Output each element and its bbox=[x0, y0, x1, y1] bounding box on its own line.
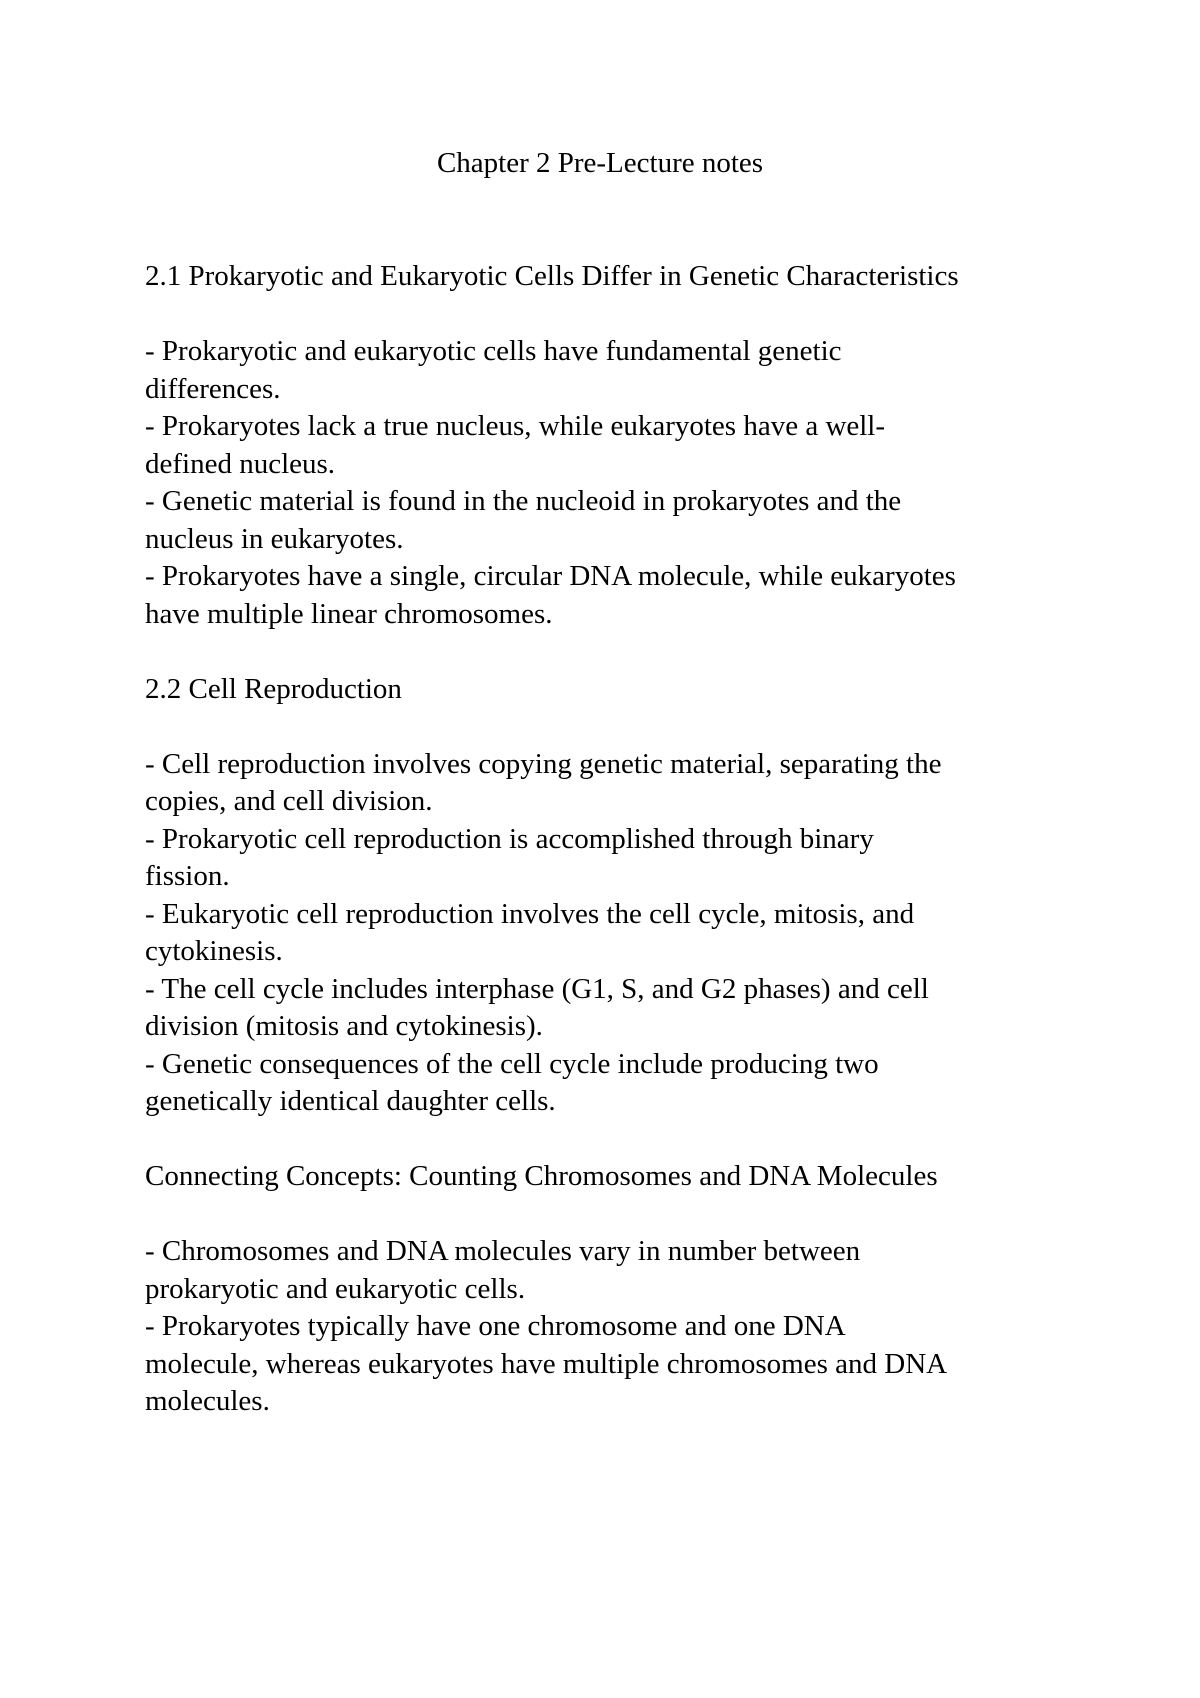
paragraph-line: differences. bbox=[145, 372, 281, 405]
paragraph-line: copies, and cell division. bbox=[145, 785, 433, 817]
section-heading: 2.2 Cell Reproduction bbox=[145, 672, 402, 705]
paragraph-line: - Genetic material is found in the nucleoid in prokaryotes and the bbox=[145, 485, 902, 517]
spacer bbox=[145, 1196, 1105, 1234]
paragraph-line: defined nucleus. bbox=[145, 447, 336, 480]
section-heading: 2.1 Prokaryotic and Eukaryotic Cells Differ in Genetic Characteristics bbox=[145, 260, 959, 292]
paragraph-line: - Chromosomes and DNA molecules vary in number between bbox=[145, 1235, 861, 1267]
document-body bbox=[145, 258, 1105, 1458]
paragraph-line: molecules. bbox=[145, 1385, 270, 1417]
section-connecting-concepts bbox=[145, 1158, 1105, 1421]
paragraph-line: - The cell cycle includes interphase (G1, S, and G2 phases) and cell bbox=[145, 972, 929, 1005]
paragraph-line: - Prokaryotic and eukaryotic cells have fundamental genetic bbox=[145, 335, 842, 367]
paragraph-line: molecule, whereas eukaryotes have multiple chromosomes and DNA bbox=[145, 1347, 948, 1380]
paragraph-line: - Prokaryotes typically have one chromosome and one DNA bbox=[145, 1310, 846, 1342]
paragraph-line: - Eukaryotic cell reproduction involves the cell cycle, mitosis, and bbox=[145, 897, 915, 930]
paragraph-line: nucleus in eukaryotes. bbox=[145, 522, 404, 555]
section-2-2 bbox=[145, 671, 1105, 1121]
page-title: Chapter 2 Pre-Lecture notes bbox=[436, 147, 764, 179]
paragraph-line: - Prokaryotic cell reproduction is accomplished through binary bbox=[145, 822, 874, 855]
section-heading: Connecting Concepts: Counting Chromosomes and DNA Molecules bbox=[145, 1160, 938, 1192]
paragraph-line: fission. bbox=[145, 860, 230, 892]
paragraph-line: - Genetic consequences of the cell cycle include producing two bbox=[145, 1047, 879, 1080]
paragraph-line: division (mitosis and cytokinesis). bbox=[145, 1010, 543, 1042]
paragraph-line: - Prokaryotes lack a true nucleus, while eukaryotes have a well- bbox=[145, 410, 886, 442]
paragraph-line: cytokinesis. bbox=[145, 935, 283, 967]
section-2-1 bbox=[145, 258, 1105, 633]
spacer bbox=[145, 708, 1105, 746]
paragraph-line: - Cell reproduction involves copying genetic material, separating the bbox=[145, 747, 942, 780]
spacer bbox=[145, 296, 1105, 334]
paragraph-line: have multiple linear chromosomes. bbox=[145, 597, 553, 630]
paragraph-line: - Prokaryotes have a single, circular DNA molecule, while eukaryotes bbox=[145, 560, 956, 592]
paragraph-line: prokaryotic and eukaryotic cells. bbox=[145, 1272, 526, 1305]
paragraph-line: genetically identical daughter cells. bbox=[145, 1085, 556, 1117]
